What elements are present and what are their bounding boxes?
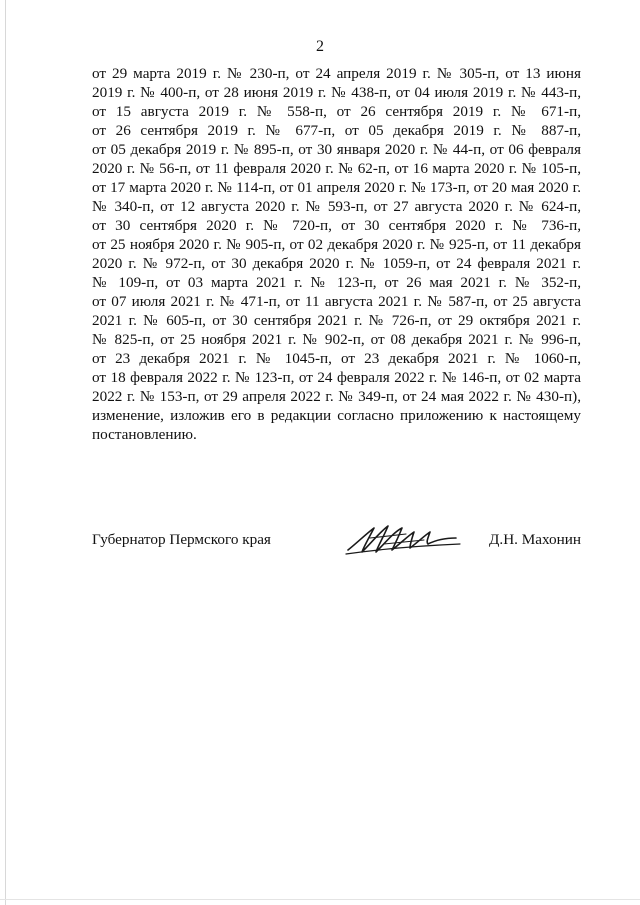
text-line: от 17 марта 2020 г. № 114-п, от 01 апреля 2020 г. № 173-п, от 20 мая 2020 г. [92, 179, 581, 196]
text-line: от 25 ноября 2020 г. № 905-п, от 02 декабря 2020 г. № 925-п, от 11 декабря [92, 236, 581, 253]
signatory-position: Губернатор Пермского края [92, 531, 271, 548]
text-line: 2022 г. № 153-п, от 29 апреля 2022 г. № 349-п, от 24 мая 2022 г. № 430-п), [92, 388, 581, 405]
text-line: от 30 сентября 2020 г. № 720-п, от 30 сентября 2020 г. № 736-п, [92, 217, 581, 234]
text-line: от 23 декабря 2021 г. № 1045-п, от 23 декабря 2021 г. № 1060-п, [92, 350, 581, 367]
signatory-name: Д.Н. Махонин [489, 531, 581, 548]
text-line: от 29 марта 2019 г. № 230-п, от 24 апреля 2019 г. № 305-п, от 13 июня [92, 65, 581, 82]
text-line: № 340-п, от 12 августа 2020 г. № 593-п, от 27 августа 2020 г. № 624-п, [92, 198, 581, 215]
text-line: 2019 г. № 400-п, от 28 июня 2019 г. № 438-п, от 04 июля 2019 г. № 443-п, [92, 84, 581, 101]
text-line: от 15 августа 2019 г. № 558-п, от 26 сентября 2019 г. № 671-п, [92, 103, 581, 120]
text-line: от 05 декабря 2019 г. № 895-п, от 30 января 2020 г. № 44-п, от 06 февраля [92, 141, 581, 158]
signature-block [92, 526, 581, 566]
scan-edge-bottom [0, 899, 640, 900]
body-paragraph [92, 64, 581, 444]
text-line: 2021 г. № 605-п, от 30 сентября 2021 г. № 726-п, от 29 октября 2021 г. [92, 312, 581, 329]
text-line-last: постановлению. [92, 426, 197, 443]
text-line: № 109-п, от 03 марта 2021 г. № 123-п, от 26 мая 2021 г. № 352-п, [92, 274, 581, 291]
text-line: 2020 г. № 56-п, от 11 февраля 2020 г. № 62-п, от 16 марта 2020 г. № 105-п, [92, 160, 581, 177]
handwritten-signature-icon [344, 520, 464, 560]
text-line: изменение, изложив его в редакции согласно приложению к настоящему [92, 407, 581, 424]
text-line: от 26 сентября 2019 г. № 677-п, от 05 декабря 2019 г. № 887-п, [92, 122, 581, 139]
scan-edge-left [5, 0, 6, 905]
text-line: № 825-п, от 25 ноября 2021 г. № 902-п, от 08 декабря 2021 г. № 996-п, [92, 331, 581, 348]
text-line: от 07 июля 2021 г. № 471-п, от 11 августа 2021 г. № 587-п, от 25 августа [92, 293, 581, 310]
text-line: 2020 г. № 972-п, от 30 декабря 2020 г. № 1059-п, от 24 февраля 2021 г. [92, 255, 581, 272]
text-line: от 18 февраля 2022 г. № 123-п, от 24 февраля 2022 г. № 146-п, от 02 марта [92, 369, 581, 386]
page-number: 2 [316, 38, 324, 55]
